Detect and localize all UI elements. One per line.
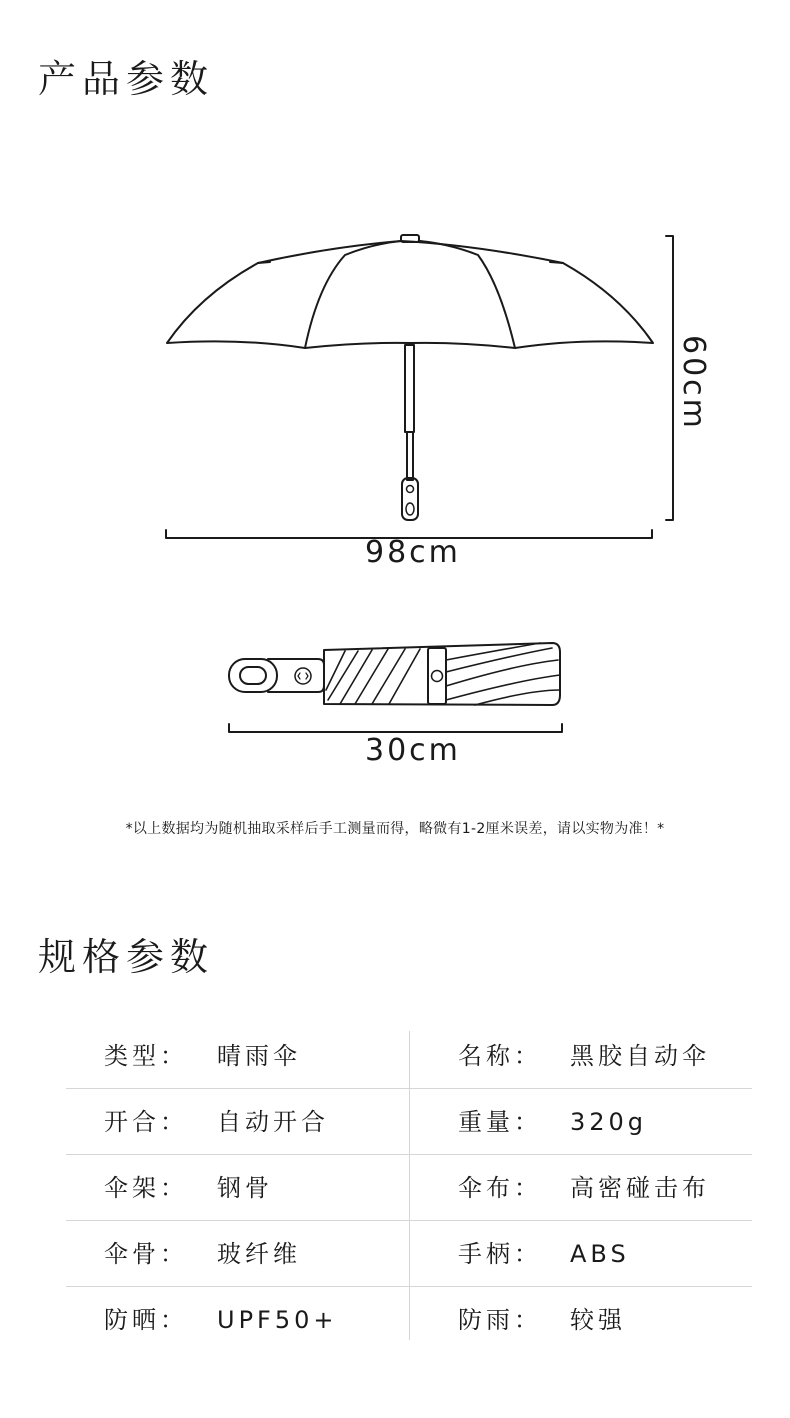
specs-title: 规格参数: [38, 935, 215, 979]
table-row: [66, 1089, 752, 1155]
height-dimension-line: [666, 236, 673, 520]
spec-key: 防雨：: [458, 1306, 542, 1334]
spec-value: UPF50+: [217, 1306, 338, 1334]
table-row: [66, 1155, 752, 1221]
spec-value: 黑胶自动伞: [570, 1042, 710, 1070]
umbrella-handle: [402, 478, 418, 520]
umbrella-rib-left: [305, 241, 401, 348]
umbrella-rib-outer-left: [258, 262, 270, 263]
table-row: [66, 1287, 752, 1352]
umbrella-shaft-upper: [405, 345, 414, 432]
spec-key: 伞骨：: [104, 1240, 188, 1268]
table-row: [66, 1221, 752, 1287]
umbrella-shaft-lower: [407, 432, 413, 480]
spec-key: 伞架：: [104, 1174, 188, 1202]
umbrella-canopy: [167, 241, 653, 348]
spec-key: 重量：: [458, 1108, 542, 1136]
spec-key: 开合：: [104, 1108, 188, 1136]
spec-value: 自动开合: [217, 1108, 329, 1136]
spec-key: 手柄：: [458, 1240, 542, 1268]
spec-value: 高密碰击布: [570, 1174, 710, 1202]
spec-key: 类型：: [104, 1042, 188, 1070]
table-row: [66, 1023, 752, 1089]
closed-handle-loop: [229, 659, 277, 692]
closed-strap: [428, 648, 446, 704]
spec-key: 防晒：: [104, 1306, 188, 1334]
spec-value: 320g: [570, 1108, 648, 1136]
spec-table: [66, 1023, 752, 1352]
umbrella-rib-outer-right: [550, 262, 563, 263]
open-height-label: 60cm: [676, 335, 711, 431]
umbrella-rib-right: [420, 241, 515, 348]
spec-key: 伞布：: [458, 1174, 542, 1202]
product-params-title: 产品参数: [38, 57, 215, 101]
open-width-label: 98cm: [365, 535, 461, 570]
spec-value: 晴雨伞: [217, 1042, 301, 1070]
spec-value: ABS: [570, 1240, 630, 1268]
spec-value: 较强: [570, 1306, 626, 1334]
measurement-note: *以上数据均为随机抽取采样后手工测量而得，略微有1-2厘米误差，请以实物为准！*: [125, 821, 665, 837]
closed-length-dimension-line: [229, 724, 562, 732]
closed-length-label: 30cm: [365, 733, 461, 768]
spec-value: 玻纤维: [217, 1240, 301, 1268]
spec-key: 名称：: [458, 1042, 542, 1070]
spec-value: 钢骨: [217, 1174, 273, 1202]
